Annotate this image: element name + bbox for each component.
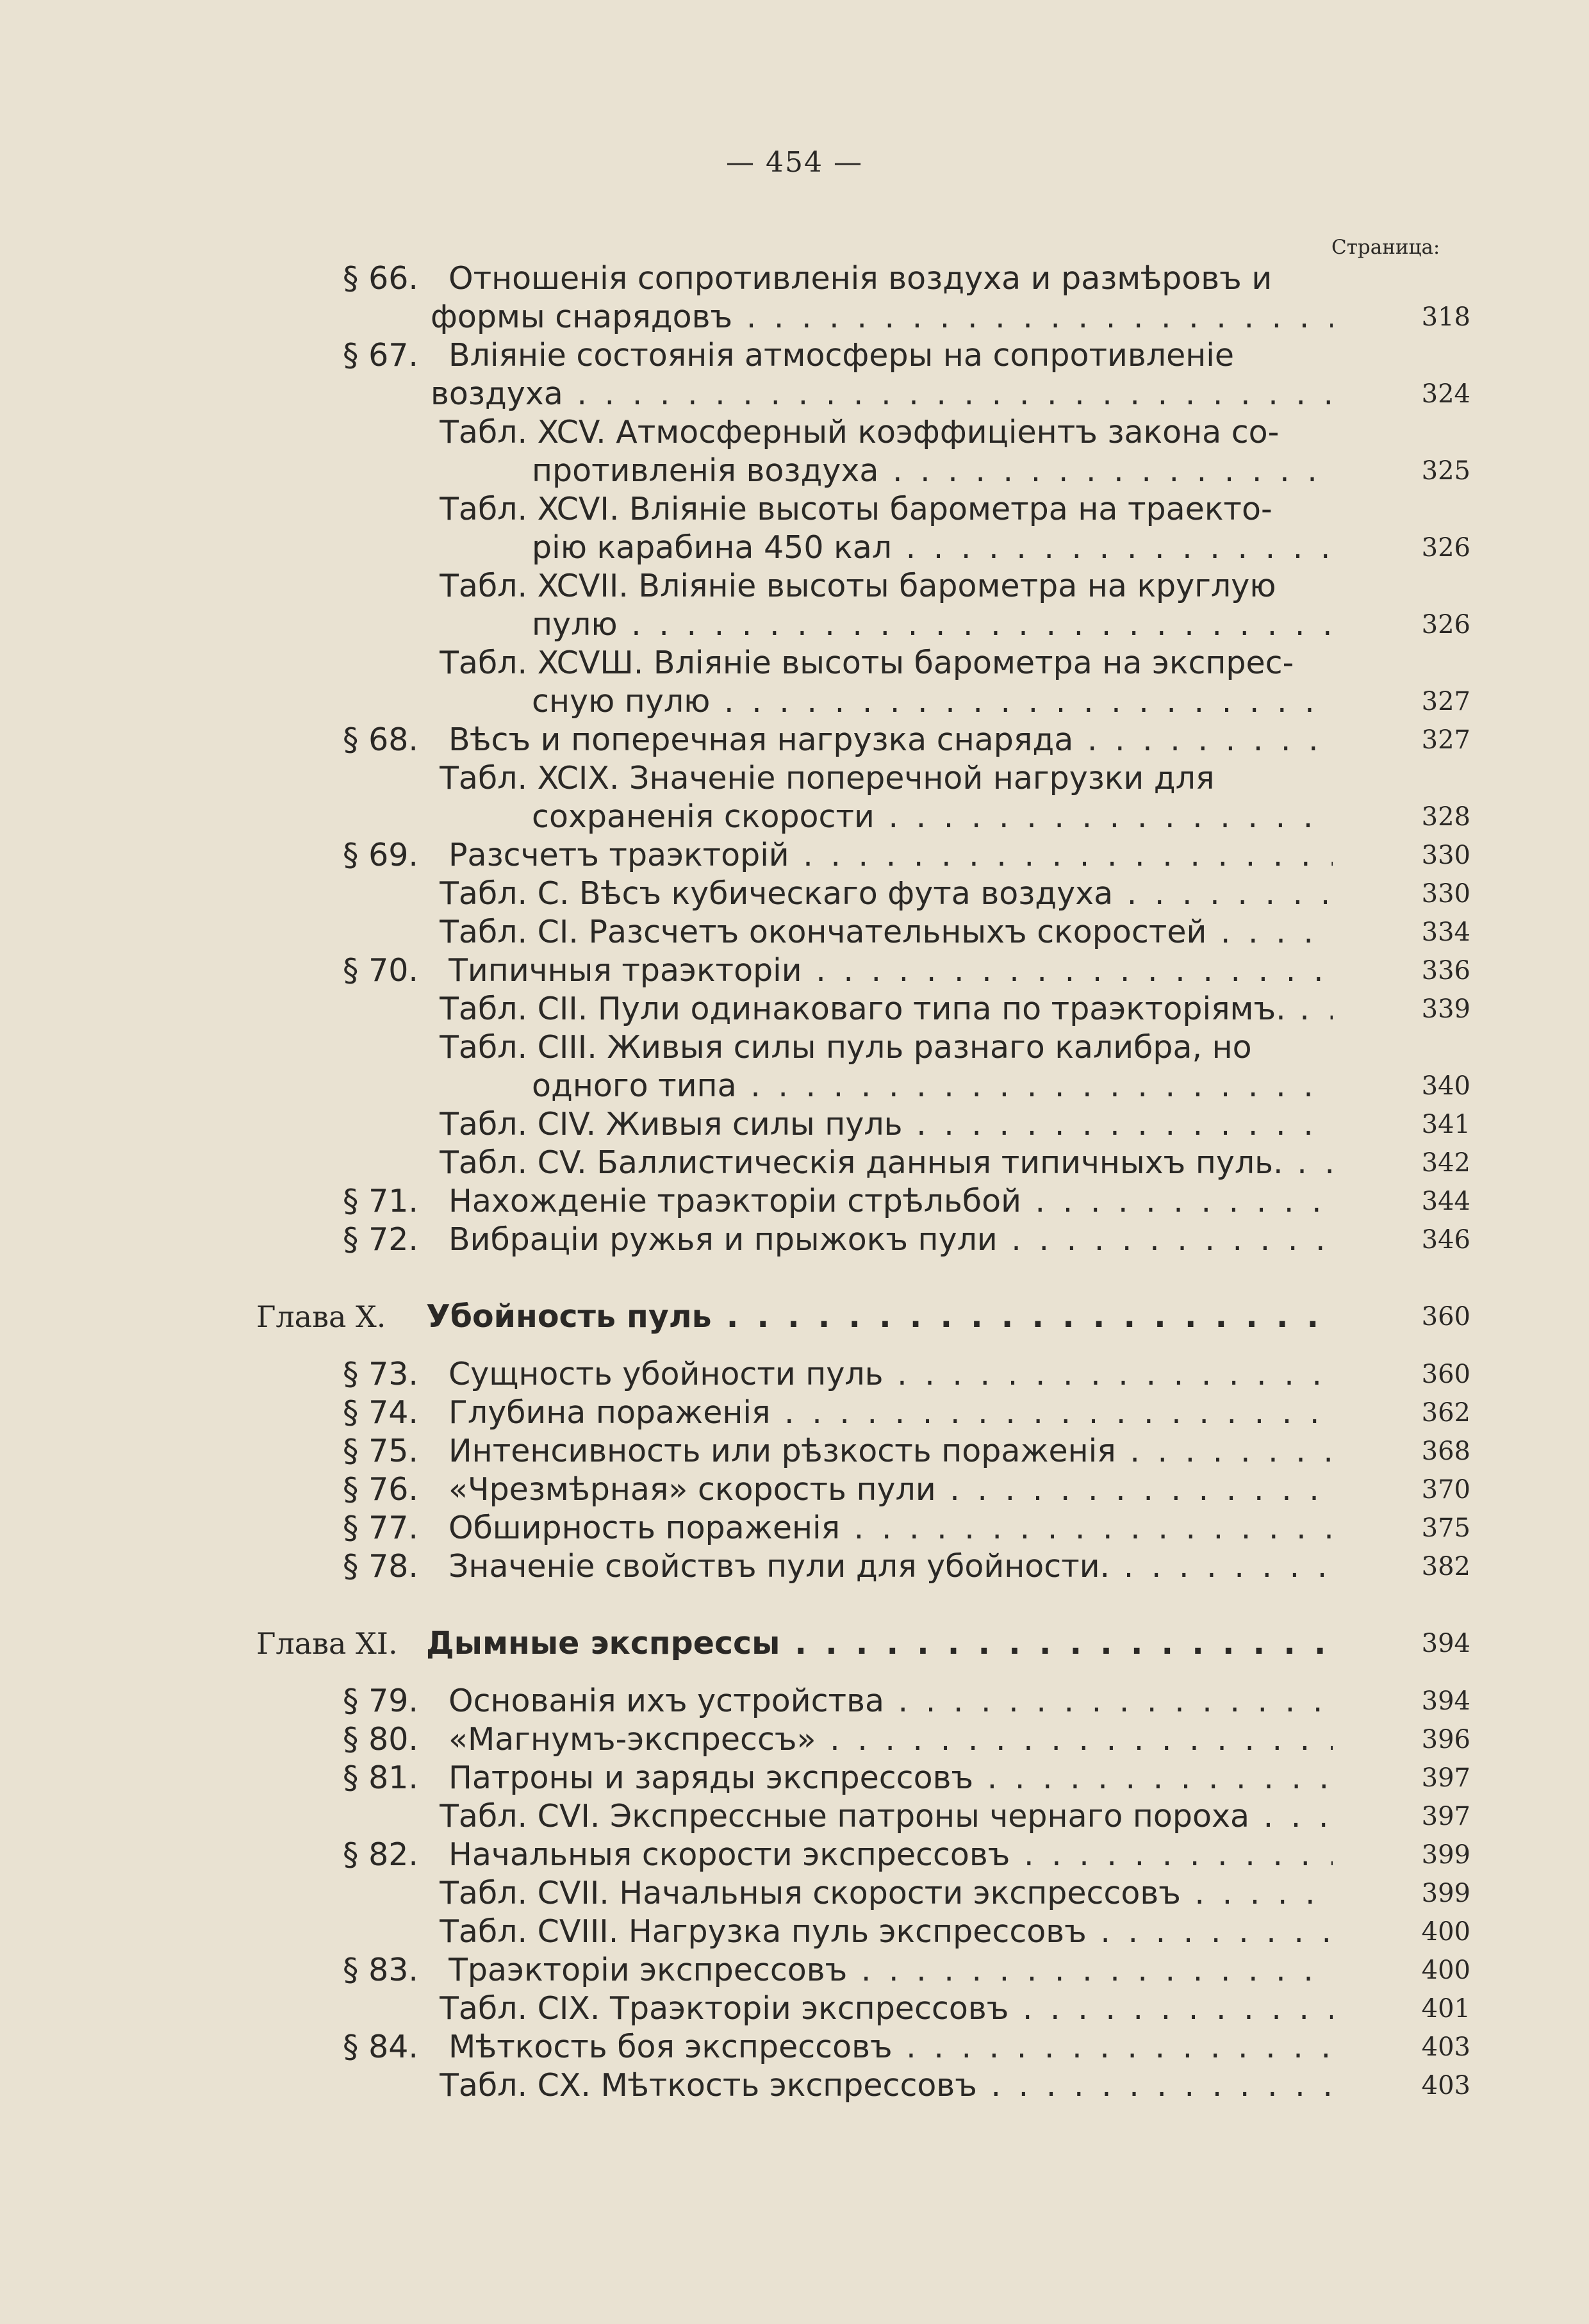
section-entry	[0, 836, 1589, 875]
entry-title: Табл. CIX. Траэкторіи экспрессовъ . . .	[440, 1990, 1333, 2028]
section-number: § 75.	[343, 1433, 419, 1469]
section-number: § 80.	[343, 1721, 419, 1758]
chapter-title: Убойность пуль . . .	[426, 1298, 1333, 1336]
table-entry	[0, 2066, 1589, 2105]
page-column-header: Страница:	[1331, 236, 1440, 259]
entry-title: Обширность пораженія . . .	[449, 1509, 1333, 1547]
table-entry	[0, 1105, 1589, 1144]
section-number: § 74.	[343, 1394, 419, 1431]
entry-title: Мѣткость боя экспрессовъ . . .	[449, 2028, 1333, 2066]
entry-page-number: 330	[1421, 879, 1470, 909]
section-entry	[0, 1432, 1589, 1471]
entry-page-number: 328	[1421, 802, 1470, 832]
entry-title: Основанія ихъ устройства . . .	[449, 1682, 1333, 1720]
chapter-heading	[0, 1624, 1589, 1663]
entry-title: Табл. CIII. Живыя силы пуль разнаго калибра, но	[440, 1029, 1252, 1066]
section-number: § 73.	[343, 1356, 419, 1392]
chapter-heading	[0, 1298, 1589, 1336]
entry-title: Нахожденіе траэкторіи стрѣльбой . . .	[449, 1182, 1333, 1221]
table-entry	[0, 990, 1589, 1028]
entry-page-number: 340	[1421, 1071, 1470, 1101]
entry-title: Табл. CX. Мѣткость экспрессовъ . . .	[440, 2066, 1333, 2105]
table-entry	[0, 1990, 1589, 2028]
entry-page-number: 403	[1421, 2071, 1470, 2100]
entry-title: Табл. CVIII. Нагрузка пуль экспрессовъ . . .	[440, 1913, 1333, 1951]
section-entry	[0, 1182, 1589, 1221]
entry-title: Вліяніе состоянія атмосферы на сопротивленіе	[449, 337, 1235, 374]
section-number: § 71.	[343, 1183, 419, 1219]
table-entry	[0, 1874, 1589, 1913]
table-entry	[0, 644, 1589, 682]
entry-page-number: 327	[1421, 725, 1470, 755]
entry-title: Табл. XCVШ. Вліяніе высоты барометра на экспрес-	[440, 645, 1294, 681]
page-number: — 454 —	[726, 146, 863, 179]
entry-title: сную пулю . . .	[532, 682, 1333, 721]
table-entry	[0, 1028, 1589, 1067]
entry-page-number: 318	[1421, 302, 1470, 332]
table-entry	[0, 529, 1589, 567]
entry-title: рію карабина 450 кал . . .	[532, 529, 1333, 567]
section-entry	[0, 1720, 1589, 1759]
section-number: § 68.	[343, 721, 419, 758]
entry-title: одного типа . . .	[532, 1067, 1333, 1105]
section-entry	[0, 336, 1589, 375]
entry-title: формы снарядовъ . . .	[431, 298, 1333, 336]
table-entry	[0, 606, 1589, 644]
entry-page-number: 403	[1421, 2032, 1470, 2062]
entry-page-number: 401	[1421, 1994, 1470, 2023]
section-entry	[0, 1221, 1589, 1259]
table-entry	[0, 913, 1589, 952]
section-number: § 69.	[343, 837, 419, 873]
entry-page-number: 399	[1421, 1840, 1470, 1870]
table-entry	[0, 567, 1589, 606]
table-entry	[0, 759, 1589, 798]
entry-title: Табл. XCV. Атмосферный коэффиціентъ закона со-	[440, 414, 1280, 450]
section-number: § 67.	[343, 337, 419, 374]
section-entry	[0, 1547, 1589, 1586]
table-entry	[0, 452, 1589, 490]
entry-title: «Чрезмѣрная» скорость пули . . .	[449, 1471, 1333, 1509]
section-number: § 79.	[343, 1683, 419, 1719]
entry-page-number: 344	[1421, 1187, 1470, 1216]
section-number: § 70.	[343, 952, 419, 989]
entry-page-number: 334	[1421, 918, 1470, 947]
entry-page-number: 360	[1421, 1360, 1470, 1389]
entry-title: Сущность убойности пуль . . .	[449, 1355, 1333, 1394]
entry-title: Вѣсъ и поперечная нагрузка снаряда . . .	[449, 721, 1333, 759]
entry-title: Значеніе свойствъ пули для убойности. . . .	[449, 1547, 1333, 1586]
chapter-number: Глава XI.	[256, 1626, 398, 1661]
table-entry	[0, 490, 1589, 529]
section-entry	[0, 2028, 1589, 2066]
section-entry	[0, 1509, 1589, 1547]
entry-page-number: 396	[1421, 1725, 1470, 1754]
section-entry	[0, 1836, 1589, 1874]
entry-title: Табл. С. Вѣсъ кубическаго фута воздуха . . .	[440, 875, 1333, 913]
section-number: § 78.	[343, 1548, 419, 1585]
entry-title: Табл. CI. Разсчетъ окончательныхъ скоростей . . .	[440, 913, 1333, 952]
section-number: § 83.	[343, 1952, 419, 1988]
entry-title: Табл. CVI. Экспрессные патроны чернаго пороха . . .	[440, 1797, 1333, 1836]
entry-title: Табл. CII. Пули одинаковаго типа по траэкторіямъ. . . .	[440, 990, 1333, 1028]
entry-page-number: 341	[1421, 1110, 1470, 1139]
section-entry	[0, 1951, 1589, 1990]
section-number: § 82.	[343, 1836, 419, 1873]
chapter-page-number: 394	[1421, 1629, 1470, 1658]
section-entry	[0, 1355, 1589, 1394]
section-number: § 66.	[343, 260, 419, 297]
entry-page-number: 330	[1421, 841, 1470, 870]
section-number: § 84.	[343, 2029, 419, 2065]
table-entry	[0, 682, 1589, 721]
table-entry	[0, 413, 1589, 452]
section-entry	[0, 1759, 1589, 1797]
entry-title: Табл. XCVII. Вліяніе высоты барометра на круглую	[440, 568, 1276, 604]
entry-page-number: 397	[1421, 1763, 1470, 1793]
section-entry	[0, 952, 1589, 990]
table-entry	[0, 798, 1589, 836]
section-number: § 76.	[343, 1471, 419, 1508]
entry-page-number: 339	[1421, 994, 1470, 1024]
entry-page-number: 394	[1421, 1686, 1470, 1716]
chapter-number: Глава X.	[256, 1299, 386, 1334]
section-entry	[0, 1682, 1589, 1720]
section-entry	[0, 1471, 1589, 1509]
section-entry	[0, 375, 1589, 413]
section-number: § 81.	[343, 1759, 419, 1796]
entry-title: Табл. XCIX. Значеніе поперечной нагрузки для	[440, 760, 1215, 796]
table-entry	[0, 1144, 1589, 1182]
entry-page-number: 346	[1421, 1225, 1470, 1255]
chapter-page-number: 360	[1421, 1302, 1470, 1331]
entry-title: сохраненія скорости . . .	[532, 798, 1333, 836]
entry-page-number: 342	[1421, 1148, 1470, 1178]
table-entry	[0, 875, 1589, 913]
entry-page-number: 326	[1421, 610, 1470, 639]
entry-title: Табл. XCVI. Вліяніе высоты барометра на траекто-	[440, 491, 1272, 527]
entry-page-number: 325	[1421, 456, 1470, 486]
entry-title: Вибраціи ружья и прыжокъ пули . . .	[449, 1221, 1333, 1259]
entry-title: противленія воздуха . . .	[532, 452, 1333, 490]
entry-page-number: 362	[1421, 1398, 1470, 1428]
entry-page-number: 327	[1421, 687, 1470, 716]
entry-title: Типичныя траэкторіи . . .	[449, 952, 1333, 990]
entry-title: Глубина пораженія . . .	[449, 1394, 1333, 1432]
entry-title: Траэкторіи экспрессовъ . . .	[449, 1951, 1333, 1990]
entry-page-number: 399	[1421, 1879, 1470, 1908]
table-entry	[0, 1913, 1589, 1951]
table-entry	[0, 1067, 1589, 1105]
entry-title: пулю . . .	[532, 606, 1333, 644]
entry-title: Начальныя скорости экспрессовъ . . .	[449, 1836, 1333, 1874]
entry-title: воздуха . . .	[431, 375, 1333, 413]
entry-page-number: 336	[1421, 956, 1470, 985]
entry-page-number: 400	[1421, 1956, 1470, 1985]
entry-title: Отношенія сопротивленія воздуха и размѣровъ и	[449, 260, 1272, 297]
entry-page-number: 370	[1421, 1475, 1470, 1504]
entry-title: Интенсивность или рѣзкость пораженія . . .	[449, 1432, 1333, 1471]
entry-title: Разсчетъ траэкторій . . .	[449, 836, 1333, 875]
entry-title: Табл. CVII. Начальныя скорости экспрессовъ . . .	[440, 1874, 1333, 1913]
section-entry	[0, 260, 1589, 298]
entry-page-number: 397	[1421, 1802, 1470, 1831]
entry-page-number: 326	[1421, 533, 1470, 563]
entry-page-number: 324	[1421, 379, 1470, 409]
chapter-title: Дымные экспрессы . . .	[426, 1624, 1333, 1663]
section-number: § 77.	[343, 1510, 419, 1546]
entry-page-number: 382	[1421, 1552, 1470, 1581]
entry-title: Табл. CIV. Живыя силы пуль . . .	[440, 1105, 1333, 1144]
section-entry	[0, 1394, 1589, 1432]
table-entry	[0, 1797, 1589, 1836]
entry-page-number: 368	[1421, 1437, 1470, 1466]
entry-title: «Магнумъ-экспрессъ» . . .	[449, 1720, 1333, 1759]
section-entry	[0, 298, 1589, 336]
entry-title: Табл. CV. Баллистическія данныя типичныхъ пуль. . . .	[440, 1144, 1333, 1182]
section-entry	[0, 721, 1589, 759]
entry-page-number: 375	[1421, 1513, 1470, 1543]
entry-title: Патроны и заряды экспрессовъ . . .	[449, 1759, 1333, 1797]
entry-page-number: 400	[1421, 1917, 1470, 1947]
section-number: § 72.	[343, 1221, 419, 1258]
